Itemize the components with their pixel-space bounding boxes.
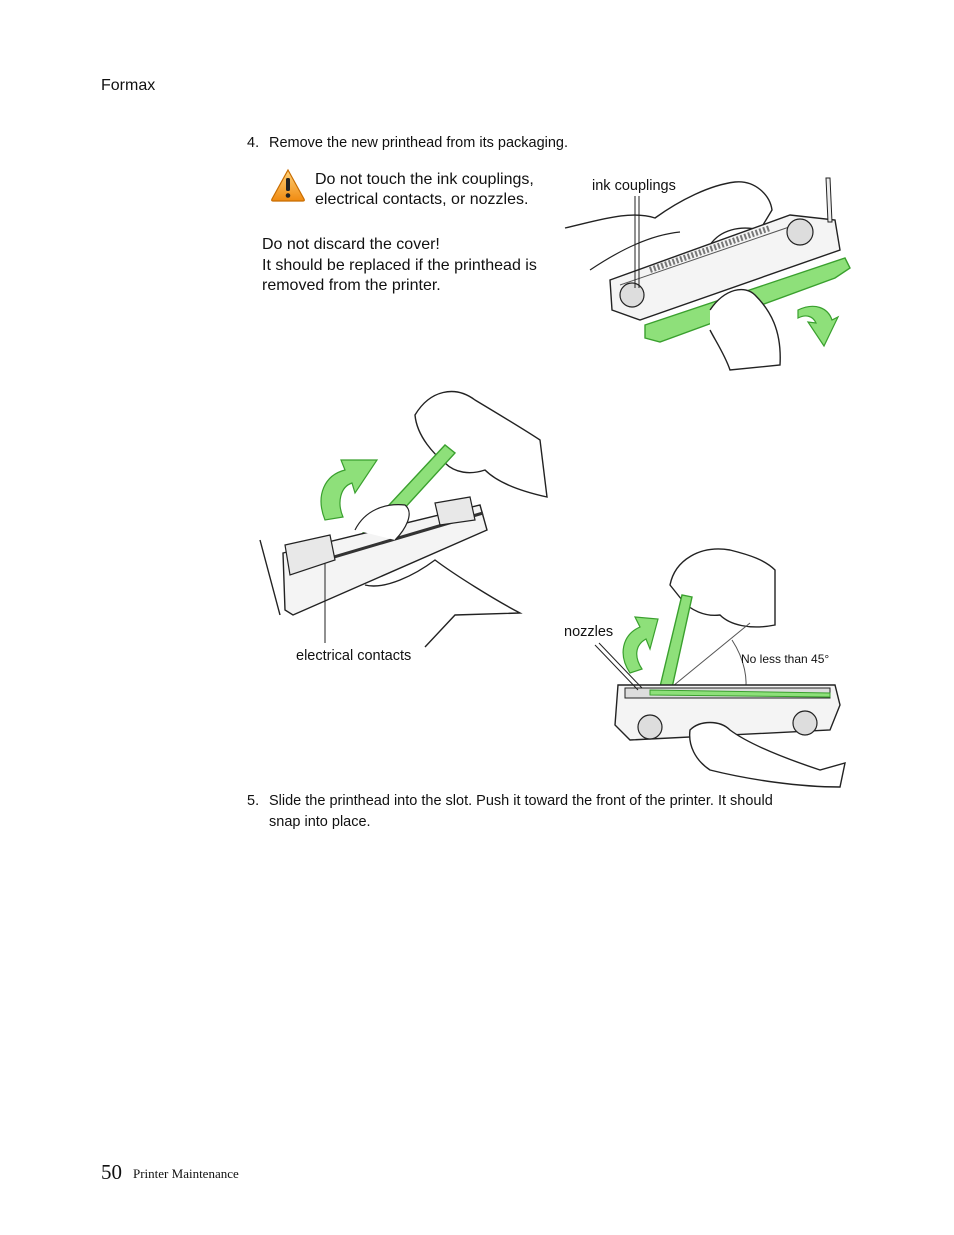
- step-5: [247, 791, 867, 835]
- label-ink-couplings: ink couplings: [592, 178, 676, 194]
- step-text-line1: Slide the printhead into the slot. Push it toward the front of the printer. It should: [269, 793, 773, 809]
- warning-line: electrical contacts, or nozzles.: [315, 191, 529, 208]
- section-title: Printer Maintenance: [133, 1166, 239, 1181]
- step-number: 5.: [247, 793, 260, 809]
- note-line: It should be replaced if the printhead is: [262, 256, 537, 274]
- warning-line: Do not touch the ink couplings,: [315, 171, 534, 188]
- illustration-nozzles: [590, 545, 850, 790]
- label-electrical-contacts: electrical contacts: [296, 648, 412, 664]
- cover-note: [262, 235, 582, 297]
- illustration-electrical-contacts: [255, 385, 555, 650]
- label-nozzles: nozzles: [564, 624, 614, 640]
- note-line: Do not discard the cover!: [262, 236, 440, 253]
- warning-text: [315, 170, 575, 210]
- illustration-remove-cover: [560, 170, 855, 375]
- note-line: removed from the printer.: [262, 277, 441, 294]
- page-number: 50: [101, 1160, 122, 1184]
- warning-icon: [270, 168, 306, 202]
- step-4: [247, 133, 847, 155]
- brand-name: Formax: [101, 77, 156, 94]
- label-angle: No less than 45°: [741, 652, 830, 666]
- step-number: 4.: [247, 135, 260, 151]
- step-text-line2: snap into place.: [269, 814, 371, 830]
- step-text: Remove the new printhead from its packaging.: [269, 135, 569, 151]
